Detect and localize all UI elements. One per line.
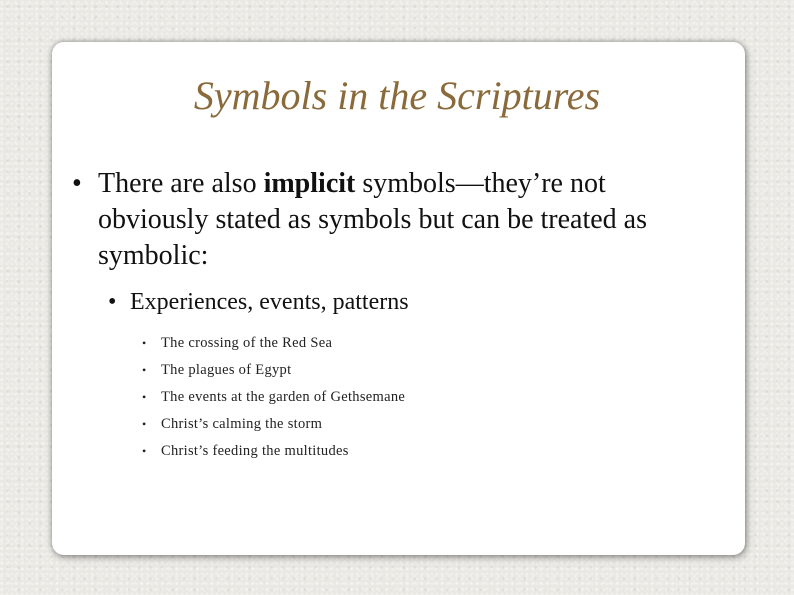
bullet-icon: •: [72, 168, 82, 199]
main-bullet-text-start: There are also: [98, 168, 264, 199]
example-text: The crossing of the Red Sea: [161, 335, 333, 351]
examples-list: [142, 330, 405, 465]
list-item: [142, 384, 405, 411]
bullet-icon: •: [142, 336, 147, 350]
sub-bullet-text: Experiences, events, patterns: [130, 289, 409, 315]
bullet-icon: •: [142, 417, 147, 431]
bullet-icon: •: [142, 390, 147, 404]
list-item: [142, 438, 405, 465]
example-text: The events at the garden of Gethsemane: [161, 389, 406, 405]
example-text: Christ’s calming the storm: [161, 416, 323, 432]
list-item: [142, 357, 405, 384]
main-bullet-emphasis: implicit: [263, 168, 356, 199]
main-bullet-text: [98, 166, 712, 274]
bullet-icon: •: [142, 363, 147, 377]
example-text: Christ’s feeding the multitudes: [161, 443, 349, 459]
example-text: The plagues of Egypt: [161, 362, 292, 378]
main-bullet: [72, 166, 712, 274]
main-bullet-text-end: symbols—they’re not obviously stated as symbols but can be treated as symbolic:: [98, 168, 647, 271]
list-item: [142, 330, 405, 357]
slide-title: Symbols in the Scriptures: [193, 73, 601, 118]
sub-bullet: [108, 286, 409, 318]
bullet-icon: •: [108, 289, 117, 315]
list-item: [142, 411, 405, 438]
bullet-icon: •: [142, 444, 147, 458]
